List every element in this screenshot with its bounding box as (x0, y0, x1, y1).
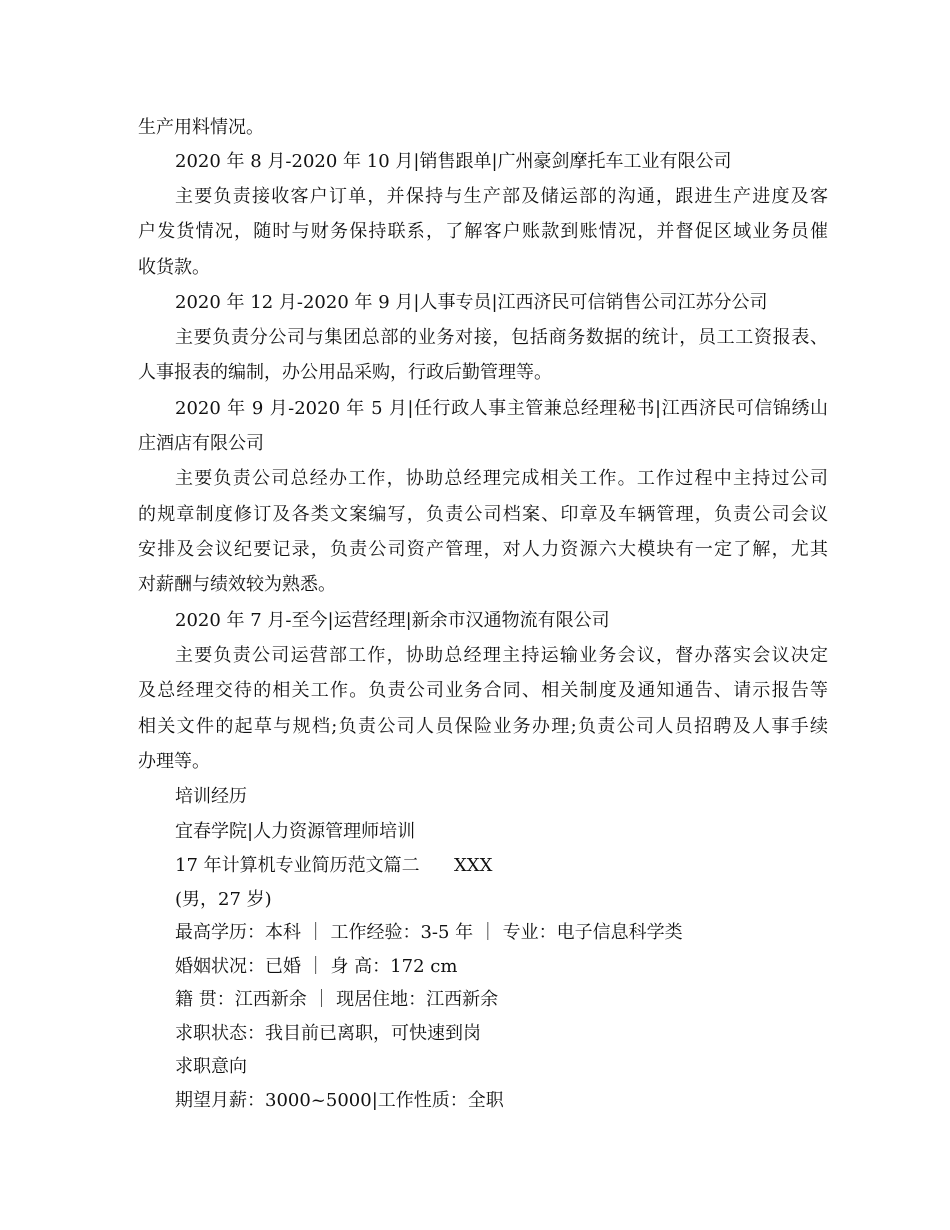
text-line: 人事报表的编制，办公用品采购，行政后勤管理等。 (138, 362, 552, 383)
job-status: 求职状态：我目前已离职，可快速到岗 (175, 1023, 481, 1044)
text-line: 庄酒店有限公司 (138, 433, 264, 454)
text-line: 主要负责公司运营部工作，协助总经理主持运输业务会议，督办落实会议决定 (175, 645, 828, 666)
text-line: 收货款。 (138, 257, 210, 278)
hometown-residence-info: 籍 贯：江西新余 ｜ 现居住地：江西新余 (175, 989, 499, 1010)
marital-height-info: 婚姻状况：已婚 ｜ 身 高：172 cm (175, 956, 458, 977)
education-info: 最高学历：本科 ｜ 工作经验：3-5 年 ｜ 专业：电子信息科学类 (175, 922, 683, 943)
text-line: 对薪酬与绩效较为熟悉。 (138, 574, 336, 595)
resume-title: 17 年计算机专业简历范文篇二 XXX (175, 855, 493, 876)
job-entry-header: 2020 年 8 月-2020 年 10 月|销售跟单|广州豪剑摩托车工业有限公司 (175, 151, 732, 172)
job-entry-header: 2020 年 12 月-2020 年 9 月|人事专员|江西济民可信销售公司江苏分公司 (175, 292, 768, 313)
text-line: 主要负责分公司与集团总部的业务对接，包括商务数据的统计，员工工资报表、 (175, 327, 828, 348)
text-line: 相关文件的起草与规档;负责公司人员保险业务办理;负责公司人员招聘及人事手续 (138, 716, 828, 737)
text-line: 主要负责公司总经办工作，协助总经理完成相关工作。工作过程中主持过公司 (175, 468, 828, 489)
text-line: 主要负责接收客户订单，并保持与生产部及储运部的沟通，跟进生产进度及客 (175, 186, 828, 207)
text-line: 办理等。 (138, 751, 210, 772)
text-line: 生产用料情况。 (138, 117, 264, 138)
text-line: 安排及会议纪要记录，负责公司资产管理，对人力资源六大模块有一定了解，尤其 (138, 539, 828, 560)
job-entry-header: 2020 年 7 月-至今|运营经理|新余市汉通物流有限公司 (175, 610, 610, 631)
job-entry-header: 2020 年 9 月-2020 年 5 月|任行政人事主管兼总经理秘书|江西济民可信锦绣山 (175, 398, 828, 419)
expected-salary: 期望月薪：3000~5000|工作性质：全职 (175, 1090, 504, 1111)
section-heading-job-intention: 求职意向 (175, 1056, 247, 1077)
text-line: 及总经理交待的相关工作。负责公司业务合同、相关制度及通知通告、请示报告等 (138, 680, 828, 701)
gender-age: (男，27 岁) (175, 889, 272, 910)
text-line: 的规章制度修订及各类文案编写，负责公司档案、印章及车辆管理，负责公司会议 (138, 504, 828, 525)
section-heading-training: 培训经历 (175, 786, 247, 807)
training-entry: 宜春学院|人力资源管理师培训 (175, 821, 416, 842)
text-line: 户发货情况，随时与财务保持联系，了解客户账款到账情况，并督促区域业务员催 (138, 221, 828, 242)
